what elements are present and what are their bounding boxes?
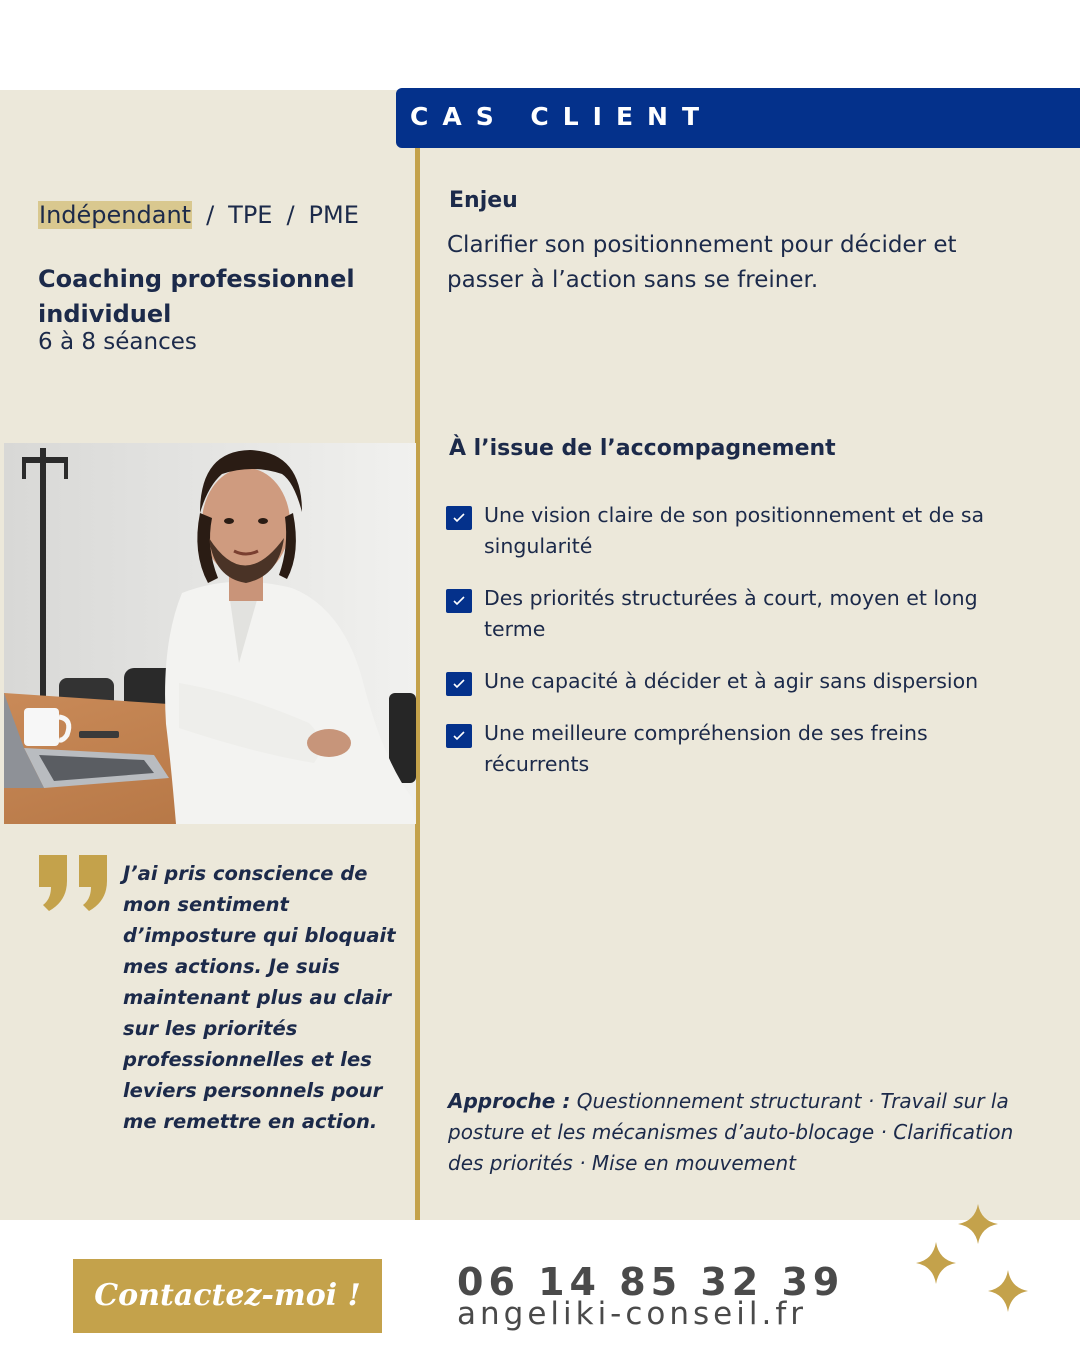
contact-button-label: Contactez-moi ! <box>94 1278 361 1313</box>
client-segments <box>38 201 359 229</box>
quote-icon <box>36 853 112 913</box>
list-item <box>446 718 1036 780</box>
portrait-photo <box>4 443 416 824</box>
outcome-text: Une capacité à décider et à agir sans dispersion <box>484 669 979 693</box>
enjeu-heading: Enjeu <box>449 188 518 213</box>
approach-text <box>448 1086 1038 1179</box>
segment-tpe: TPE <box>228 201 273 229</box>
sparkles-icon <box>910 1200 1040 1320</box>
contact-button[interactable] <box>73 1259 382 1333</box>
service-title: Coaching professionnel individuel <box>38 265 355 328</box>
list-item <box>446 583 1036 645</box>
segment-pme: PME <box>308 201 359 229</box>
outcome-text: Une vision claire de son positionnement et de sa singularité <box>484 503 985 558</box>
outcome-text: Des priorités structurées à court, moyen et long terme <box>484 586 978 641</box>
enjeu-text: Clarifier son positionnement pour décider et passer à l’action sans se freiner. <box>447 232 957 293</box>
checkbox-icon <box>446 672 472 696</box>
header-banner <box>396 88 1080 148</box>
outcomes-heading: À l’issue de l’accompagnement <box>449 436 836 461</box>
service-sessions: 6 à 8 séances <box>38 329 197 355</box>
phone-number[interactable]: 06 14 85 32 39 <box>457 1260 845 1304</box>
outcome-text: Une meilleure compréhension de ses freins récurrents <box>484 721 928 776</box>
segment-separator: / <box>286 201 295 229</box>
website-link[interactable]: angeliki-conseil.fr <box>457 1296 807 1332</box>
page-title: CAS CLIENT <box>410 102 714 131</box>
checkbox-icon <box>446 724 472 748</box>
checkbox-icon <box>446 506 472 530</box>
checkbox-icon <box>446 589 472 613</box>
approach-label: Approche : <box>448 1089 571 1113</box>
list-item <box>446 666 1036 697</box>
segment-separator: / <box>206 201 215 229</box>
segment-independant: Indépendant <box>39 201 192 229</box>
outcomes-list <box>446 500 1036 801</box>
list-item <box>446 500 1036 562</box>
portrait-illustration <box>4 443 416 824</box>
testimonial-quote: J’ai pris conscience de mon sentiment d’imposture qui bloquait mes actions. Je suis maintenant plus au clair sur les priorités professionnelles et les leviers personnels pour me remettre en action. <box>123 862 396 1133</box>
approach-details: Questionnement structurant · Travail sur la posture et les mécanismes d’auto-blocage · Clarification des priorités · Mise en mouvement <box>448 1089 1014 1175</box>
